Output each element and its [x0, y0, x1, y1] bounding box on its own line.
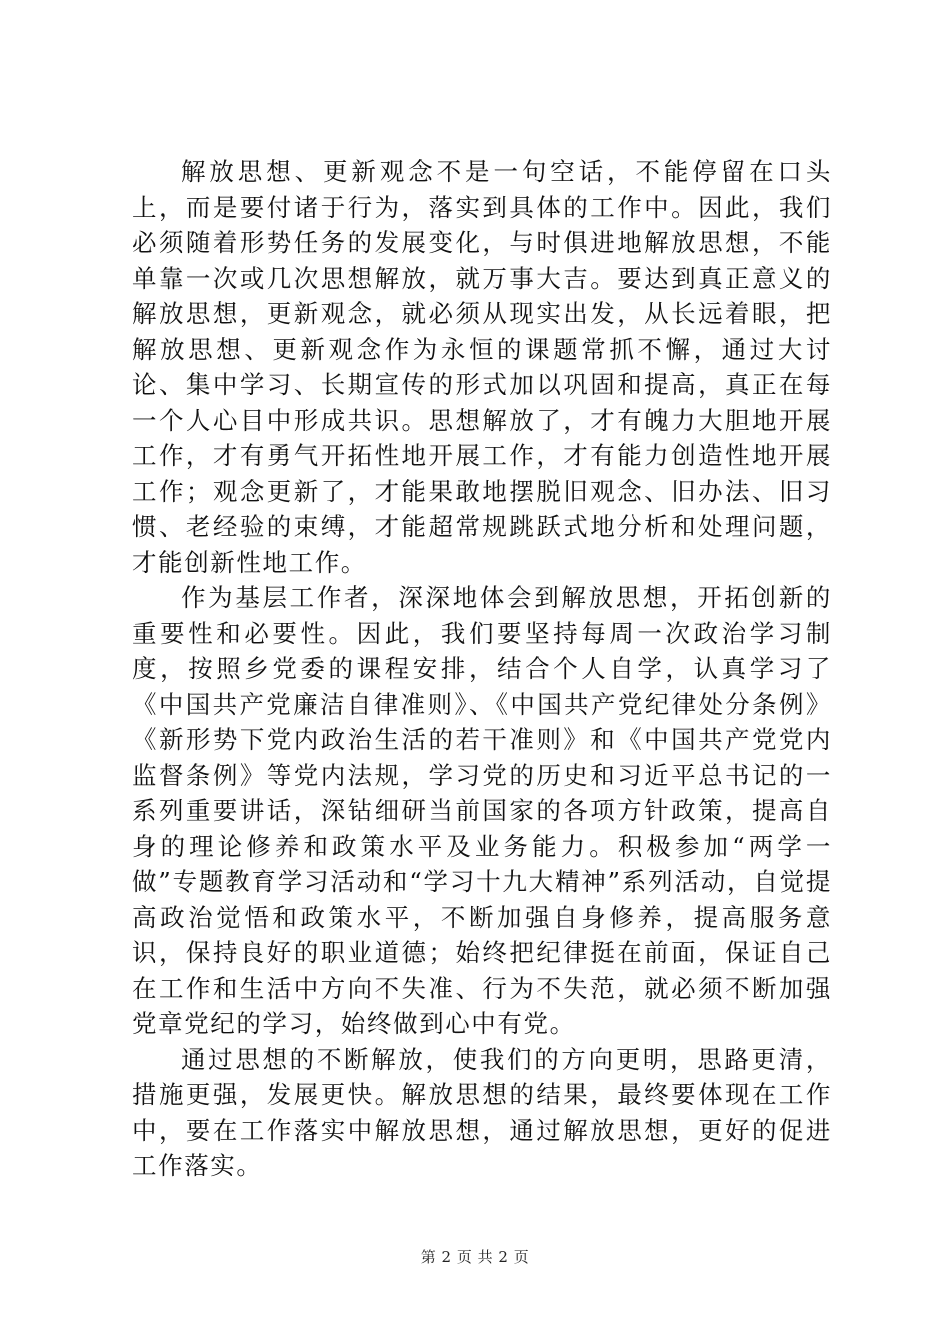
paragraph-3: 通过思想的不断解放，使我们的方向更明，思路更清，措施更强，发展更快。解放思想的结果，最终要体现在工作中，要在工作落实中解放思想，通过解放思想，更好的促进工作落实。 — [132, 1044, 832, 1180]
document-body — [132, 154, 832, 1184]
paragraph-2: 作为基层工作者，深深地体会到解放思想，开拓创新的重要性和必要性。因此，我们要坚持每周一次政治学习制度，按照乡党委的课程安排，结合个人自学，认真学习了《中国共产党廉洁自律准则》、《中国共产党纪律处分条例》《新形势下党内政治生活的若干准则》和《中国共产党党内监督条例》等党内法规，学习党的历史和习近平总书记的一系列重要讲话，深钻细研当前国家的各项方针政策，提高自身的理论修养和政策水平及业务能力。积极参加“两学一做”专题教育学习活动和“学习十九大精神”系列活动，自觉提高政治觉悟和政策水平，不断加强自身修养，提高服务意识，保持良好的职业道德；始终把纪律挺在前面，保证自己在工作和生活中方向不失准、行为不失范，就必须不断加强党章党纪的学习，始终做到心中有党。 — [132, 583, 832, 1038]
page-number-label: 第 2 页 共 2 页 — [420, 1248, 530, 1266]
paragraph-1: 解放思想、更新观念不是一句空话，不能停留在口头上，而是要付诸于行为，落实到具体的工作中。因此，我们必须随着形势任务的发展变化，与时俱进地解放思想，不能单靠一次或几次思想解放，就万事大吉。要达到真正意义的解放思想，更新观念，就必须从现实出发，从长远着眼，把解放思想、更新观念作为永恒的课题常抓不懈，通过大讨论、集中学习、长期宣传的形式加以巩固和提高，真正在每一个人心目中形成共识。思想解放了，才有魄力大胆地开展工作，才有勇气开拓性地开展工作，才有能力创造性地开展工作；观念更新了，才能果敢地摆脱旧观念、旧办法、旧习惯、老经验的束缚，才能超常规跳跃式地分析和处理问题，才能创新性地工作。 — [132, 157, 832, 577]
page-footer — [0, 1247, 950, 1267]
